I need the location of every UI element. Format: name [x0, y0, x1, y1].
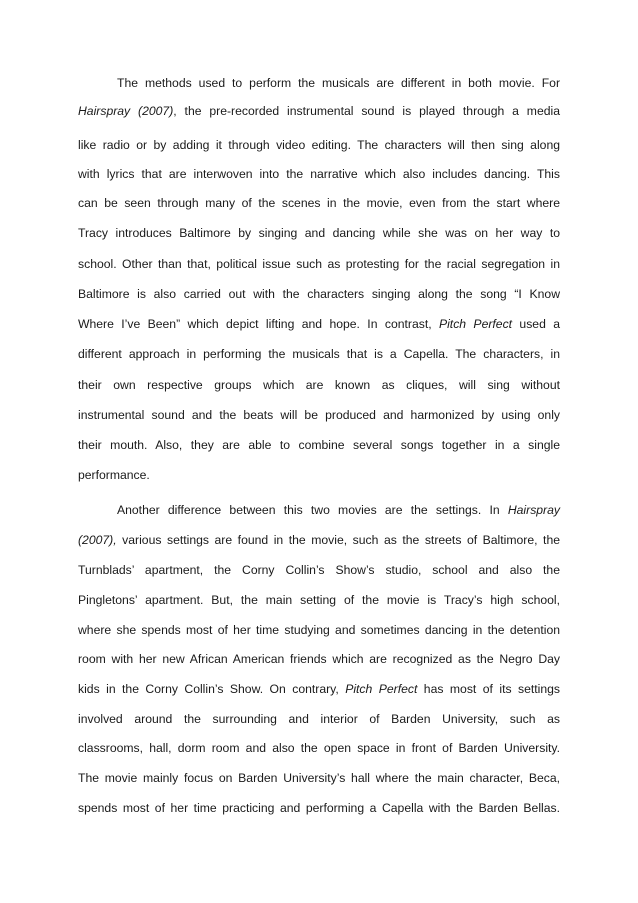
- text-line: performance.: [78, 468, 150, 482]
- text-line: Tracy introduces Baltimore by singing and dancing while she was on her way to: [78, 226, 560, 240]
- text-line: involved around the surrounding and interior of Barden University, such as: [78, 712, 560, 726]
- text-line: with lyrics that are interwoven into the narrative which also includes dancing. This: [78, 167, 560, 181]
- text-line: Hairspray (2007), the pre-recorded instrumental sound is played through a media: [78, 104, 560, 118]
- text-line: The movie mainly focus on Barden University’s hall where the main character, Beca,: [78, 771, 560, 785]
- text-line: where she spends most of her time studying and sometimes dancing in the detention: [78, 623, 560, 637]
- text-line: different approach in performing the musicals that is a Capella. The characters, in: [78, 347, 560, 361]
- text-line: Another difference between this two movies are the settings. In Hairspray: [117, 503, 560, 517]
- text-line: Turnblads’ apartment, the Corny Collin’s Show’s studio, school and also the: [78, 563, 560, 577]
- text-line: classrooms, hall, dorm room and also the open space in front of Barden University.: [78, 741, 560, 755]
- text-line: room with her new African American friends which are recognized as the Negro Day: [78, 652, 560, 666]
- text-line: (2007), various settings are found in the movie, such as the streets of Baltimore, the: [78, 533, 560, 547]
- text-line: school. Other than that, political issue such as protesting for the racial segregation in: [78, 257, 560, 271]
- text-line: Baltimore is also carried out with the characters singing along the song “I Know: [78, 287, 560, 301]
- text-line: can be seen through many of the scenes in the movie, even from the start where: [78, 196, 560, 210]
- text-line: Where I’ve Been” which depict lifting and hope. In contrast, Pitch Perfect used a: [78, 317, 560, 331]
- text-line: their own respective groups which are known as cliques, will sing without: [78, 378, 560, 392]
- text-line: The methods used to perform the musicals are different in both movie. For: [117, 76, 560, 90]
- text-line: kids in the Corny Collin’s Show. On contrary, Pitch Perfect has most of its settings: [78, 682, 560, 696]
- text-line: instrumental sound and the beats will be produced and harmonized by using only: [78, 408, 560, 422]
- text-line: Pingletons’ apartment. But, the main setting of the movie is Tracy’s high school,: [78, 593, 560, 607]
- text-line: their mouth. Also, they are able to combine several songs together in a single: [78, 438, 560, 452]
- text-line: like radio or by adding it through video editing. The characters will then sing along: [78, 138, 560, 152]
- text-line: spends most of her time practicing and performing a Capella with the Barden Bellas.: [78, 801, 560, 815]
